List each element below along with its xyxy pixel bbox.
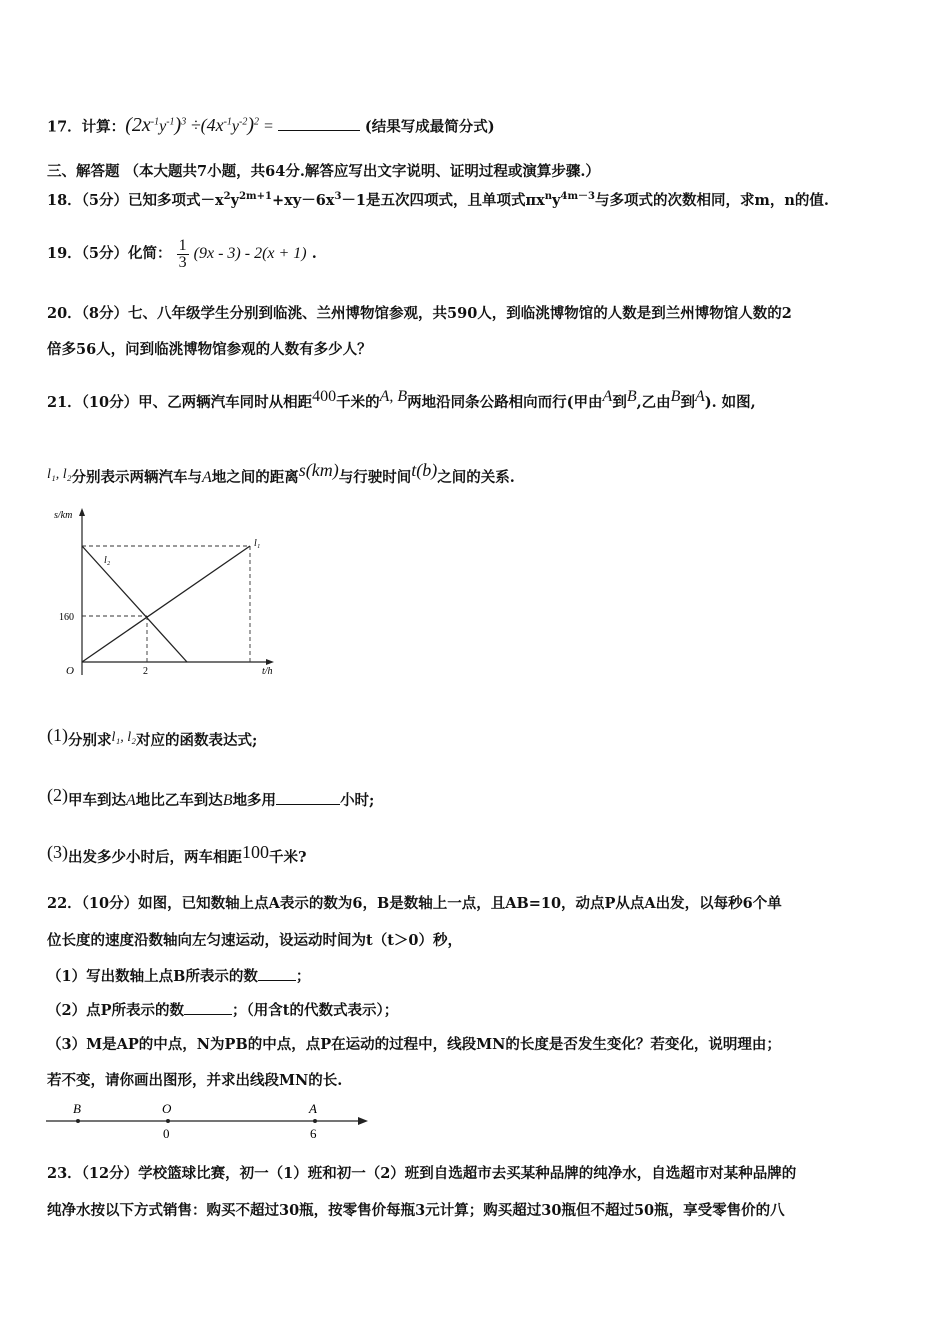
q22-sub2-blank[interactable] [184, 1000, 232, 1015]
q21-sub2: (2)甲车到达A地比乙车到达B地多用 小时; [47, 785, 375, 809]
q17-line [47, 113, 495, 137]
q22-sub2: （2）点P所表示的数 ；（用含t的代数式表示）； [47, 1002, 399, 1019]
section3-heading: 三、解答题 （本大题共7小题，共64分.解答应写出文字说明、证明过程或演算步骤.） [47, 163, 600, 180]
number-line-arrow [358, 1117, 368, 1125]
label-o: O [162, 1101, 172, 1116]
label-a: A [309, 1101, 317, 1116]
y-tick-160: 160 [59, 612, 74, 623]
q22-sub3: （3）M是AP的中点，N为PB的中点，点P在运动的过程中，线段MN的长度是否发生变化？若变化，说明理由； [47, 1036, 781, 1053]
x-tick-2: 2 [143, 666, 148, 677]
q19-fraction: $\frac{1}{3}$ [178, 236, 187, 271]
q21-line2: l₁, l₂分别表示两辆汽车与A地之间的距离s(km)与行驶时间t(b)之间的关系. [47, 460, 515, 486]
q19-line: 19．（5分）化简： $\frac{1}{3}$ (9x - 3) - 2(x + 1) . [47, 236, 317, 271]
point-b [76, 1119, 80, 1123]
q19-label: 19．（5分）化简： [47, 245, 172, 262]
q21-sub2-blank[interactable] [276, 790, 340, 805]
y-axis-arrow [79, 508, 85, 516]
x-axis-arrow [266, 659, 274, 665]
origin-label: O [66, 665, 74, 677]
q17-expression: $(2x^{-1}y^{-1})^3 \div(4x^{-1}y^{-2})^2$ = [125, 114, 278, 137]
line-l2 [82, 546, 187, 662]
tick-zero: 0 [163, 1126, 170, 1141]
x-axis-label: t/h [262, 666, 273, 677]
q17-suffix: (结果写成最简分式) [364, 118, 495, 136]
point-a [313, 1119, 317, 1123]
q19-expression: (9x - 3) - 2(x + 1) [193, 245, 307, 262]
distance-time-graph [44, 500, 284, 685]
q21-line1: 21．（10分）甲、乙两辆汽车同时从相距400千米的A, B两地沿同条公路相向而行(甲由A到B,乙由B到A). 如图, [47, 388, 756, 411]
q22-sub3b: 若不变，请你画出图形，并求出线段MN的长. [47, 1072, 343, 1089]
label-l1: l₁ [254, 538, 261, 549]
point-o [166, 1119, 170, 1123]
number-line [44, 1097, 374, 1142]
q23-line2: 纯净水按以下方式销售：购买不超过30瓶，按零售价每瓶3元计算；购买超过30瓶但不超过50瓶，享受零售价的八 [47, 1202, 785, 1219]
y-axis-label: s/km [54, 510, 73, 521]
q22-sub1: （1）写出数轴上点B所表示的数 ； [47, 968, 311, 985]
label-l2: l₂ [104, 555, 111, 566]
q20-line1: 20．（8分）七、八年级学生分别到临洮、兰州博物馆参观，共590人，到临洮博物馆的人数是到兰州博物馆人数的2 [47, 305, 792, 322]
q20-line2: 倍多56人，问到临洮博物馆参观的人数有多少人？ [47, 341, 372, 358]
q22-line2: 位长度的速度沿数轴向左匀速运动，设运动时间为t（t＞0）秒， [47, 932, 462, 949]
q21-sub1: (1)分别求l₁, l₂对应的函数表达式; [47, 725, 258, 749]
tick-six: 6 [310, 1126, 317, 1141]
q22-sub1-blank[interactable] [258, 966, 296, 981]
q18-line: 18．（5分）已知多项式$-x^2y^{2m+1}+xy-6x^3-1$是五次四项式，且单项式$\pi x^ny^{4m-3}$与多项式的次数相同，求m，n的值. [47, 191, 829, 209]
q23-line1: 23．（12分）学校篮球比赛，初一（1）班和初一（2）班到自选超市去买某种品牌的纯净水，自选超市对某种品牌的 [47, 1165, 797, 1182]
q21-sub3: (3)出发多少小时后，两车相距100千米? [47, 842, 307, 866]
label-b: B [73, 1101, 81, 1116]
q22-line1: 22．（10分）如图，已知数轴上点A表示的数为6，B是数轴上一点，且AB=10，动点P从点A出发，以每秒6个单 [47, 895, 782, 912]
q17-label: 17．计算： [47, 118, 126, 136]
q17-answer-blank[interactable] [278, 116, 360, 131]
